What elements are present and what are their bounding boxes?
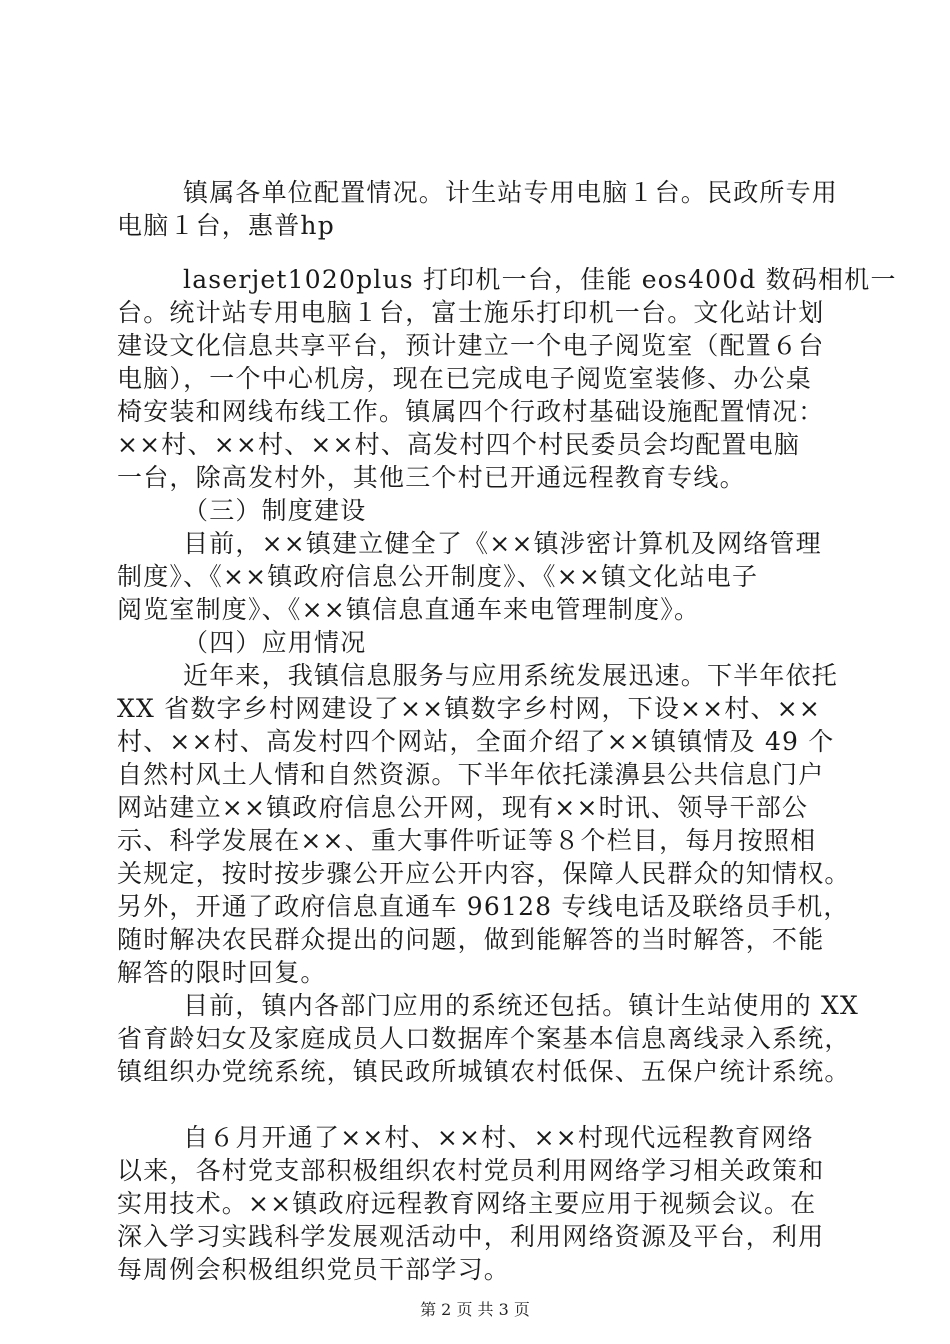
paragraph-line: 另外，开通了政府信息直通车 96128 专线电话及联络员手机， [117, 892, 850, 921]
paragraph-line: 以来，各村党支部积极组织农村党员利用网络学习相关政策和 [117, 1156, 825, 1185]
section-heading: （三）制度建设 [183, 496, 367, 525]
paragraph-line: 一台，除高发村外，其他三个村已开通远程教育专线。 [117, 463, 746, 492]
paragraph-line: 深入学习实践科学发展观活动中，利用网络资源及平台，利用 [117, 1222, 825, 1251]
paragraph-line: 随时解决农民群众提出的问题，做到能解答的当时解答，不能 [117, 925, 825, 954]
paragraph-line: 村、××村、高发村四个网站，全面介绍了××镇镇情及 49 个 [117, 727, 835, 756]
paragraph-line: 阅览室制度》、《××镇信息直通车来电管理制度》。 [117, 595, 701, 624]
paragraph-line: 网站建立××镇政府信息公开网，现有××时讯、领导干部公 [117, 793, 809, 822]
paragraph-line: 关规定，按时按步骤公开应公开内容，保障人民群众的知情权。 [117, 859, 851, 888]
paragraph-line: 近年来，我镇信息服务与应用系统发展迅速。下半年依托 [183, 661, 839, 690]
paragraph-line: 解答的限时回复。 [117, 958, 327, 987]
paragraph-line: 每周例会积极组织党员干部学习。 [117, 1255, 511, 1284]
paragraph-line: XX 省数字乡村网建设了××镇数字乡村网，下设××村、×× [117, 694, 822, 723]
paragraph-line: 镇属各单位配置情况。计生站专用电脑１台。民政所专用 [183, 178, 839, 207]
paragraph-line: 省育龄妇女及家庭成员人口数据库个案基本信息离线录入系统， [117, 1024, 851, 1053]
paragraph-line: 目前，××镇建立健全了《××镇涉密计算机及网络管理 [183, 529, 822, 558]
paragraph-line: 电脑１台，惠普hp [117, 211, 335, 240]
paragraph-line: 自然村风土人情和自然资源。下半年依托漾濞县公共信息门户 [117, 760, 825, 789]
paragraph-line: 台。统计站专用电脑１台，富士施乐打印机一台。文化站计划 [117, 298, 825, 327]
page-footer: 第 2 页 共 3 页 [420, 1300, 530, 1319]
paragraph-line: 建设文化信息共享平台，预计建立一个电子阅览室（配置６台 [117, 331, 825, 360]
paragraph-line: 电脑），一个中心机房，现在已完成电子阅览室装修、办公桌 [117, 364, 812, 393]
paragraph-line: 制度》、《××镇政府信息公开制度》、《××镇文化站电子 [117, 562, 759, 591]
paragraph-line: 实用技术。××镇政府远程教育网络主要应用于视频会议。在 [117, 1189, 817, 1218]
paragraph-line: 镇组织办党统系统，镇民政所城镇农村低保、五保户统计系统。 [117, 1057, 851, 1086]
paragraph-line: 椅安装和网线布线工作。镇属四个行政村基础设施配置情况： [117, 397, 825, 426]
paragraph-line: 自６月开通了××村、××村、××村现代远程教育网络 [183, 1123, 814, 1152]
paragraph-line: laserjet1020plus 打印机一台，佳能 eos400d 数码相机一 [183, 265, 897, 294]
paragraph-line: ××村、××村、××村、高发村四个村民委员会均配置电脑 [117, 430, 801, 459]
paragraph-line: 示、科学发展在××、重大事件听证等８个栏目，每月按照相 [117, 826, 817, 855]
section-heading: （四）应用情况 [183, 628, 367, 657]
paragraph-line: 目前，镇内各部门应用的系统还包括。镇计生站使用的 XX [183, 991, 859, 1020]
